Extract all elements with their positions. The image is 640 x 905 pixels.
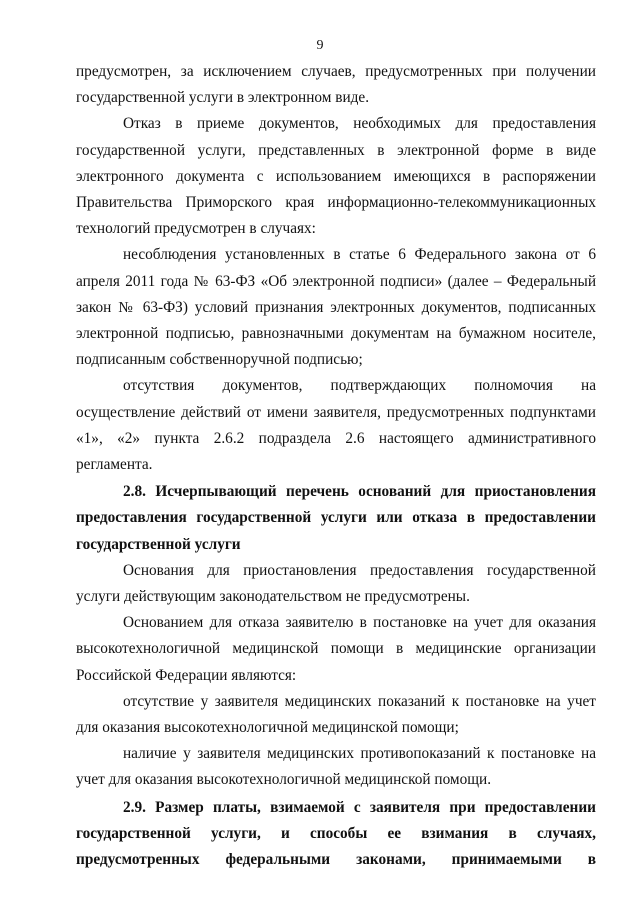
- paragraph: отсутствие у заявителя медицинских показаний к постановке на учет для оказания высокотехнологичной медицинской помощи;: [76, 692, 596, 737]
- paragraph: несоблюдения установленных в статье 6 Федерального закона от 6 апреля 2011 года № 63-ФЗ «Об электронной подписи» (далее – Федеральный закон № 63-ФЗ) условий признания электронных документов, подписанных электронной подписью, равнозначными документам на бумажном носителе, подписанным собственноручной подписью;: [76, 246, 596, 369]
- page-number: 9: [316, 38, 324, 53]
- paragraph: Отказ в приеме документов, необходимых для предоставления государственной услуги, представленных в электронной форме в виде электронного документа с использованием имеющихся в распоряжении Правительства Приморского края информационно-телекоммуникационных технологий предусмотрен в случаях:: [76, 115, 596, 238]
- paragraph: наличие у заявителя медицинских противопоказаний к постановке на учет для оказания высокотехнологичной медицинской помощи.: [76, 745, 596, 789]
- paragraph: Основанием для отказа заявителю в постановке на учет для оказания высокотехнологичной медицинской помощи в медицинские организации Российской Федерации являются:: [76, 614, 596, 684]
- section-heading-2-8: 2.8. Исчерпывающий перечень оснований для приостановления предоставления государственной услуги или отказа в предоставлении государственной услуги: [76, 483, 596, 553]
- paragraph: предусмотрен, за исключением случаев, предусмотренных при получении государственной услуги в электронном виде.: [76, 63, 596, 107]
- paragraph: Основания для приостановления предоставления государственной услуги действующим законодательством не предусмотрены.: [76, 561, 596, 606]
- section-heading-2-9: 2.9. Размер платы, взимаемой с заявителя при предоставлении государственной услуги, и способы ее взимания в случаях, предусмотренных федеральными законами, принимаемыми в: [76, 798, 596, 869]
- paragraph: отсутствия документов, подтверждающих полномочия на осуществление действий от имени заявителя, предусмотренных подпунктами «1», «2» пункта 2.6.2 подраздела 2.6 настоящего административного регламента.: [76, 377, 596, 474]
- document-body: [76, 59, 596, 873]
